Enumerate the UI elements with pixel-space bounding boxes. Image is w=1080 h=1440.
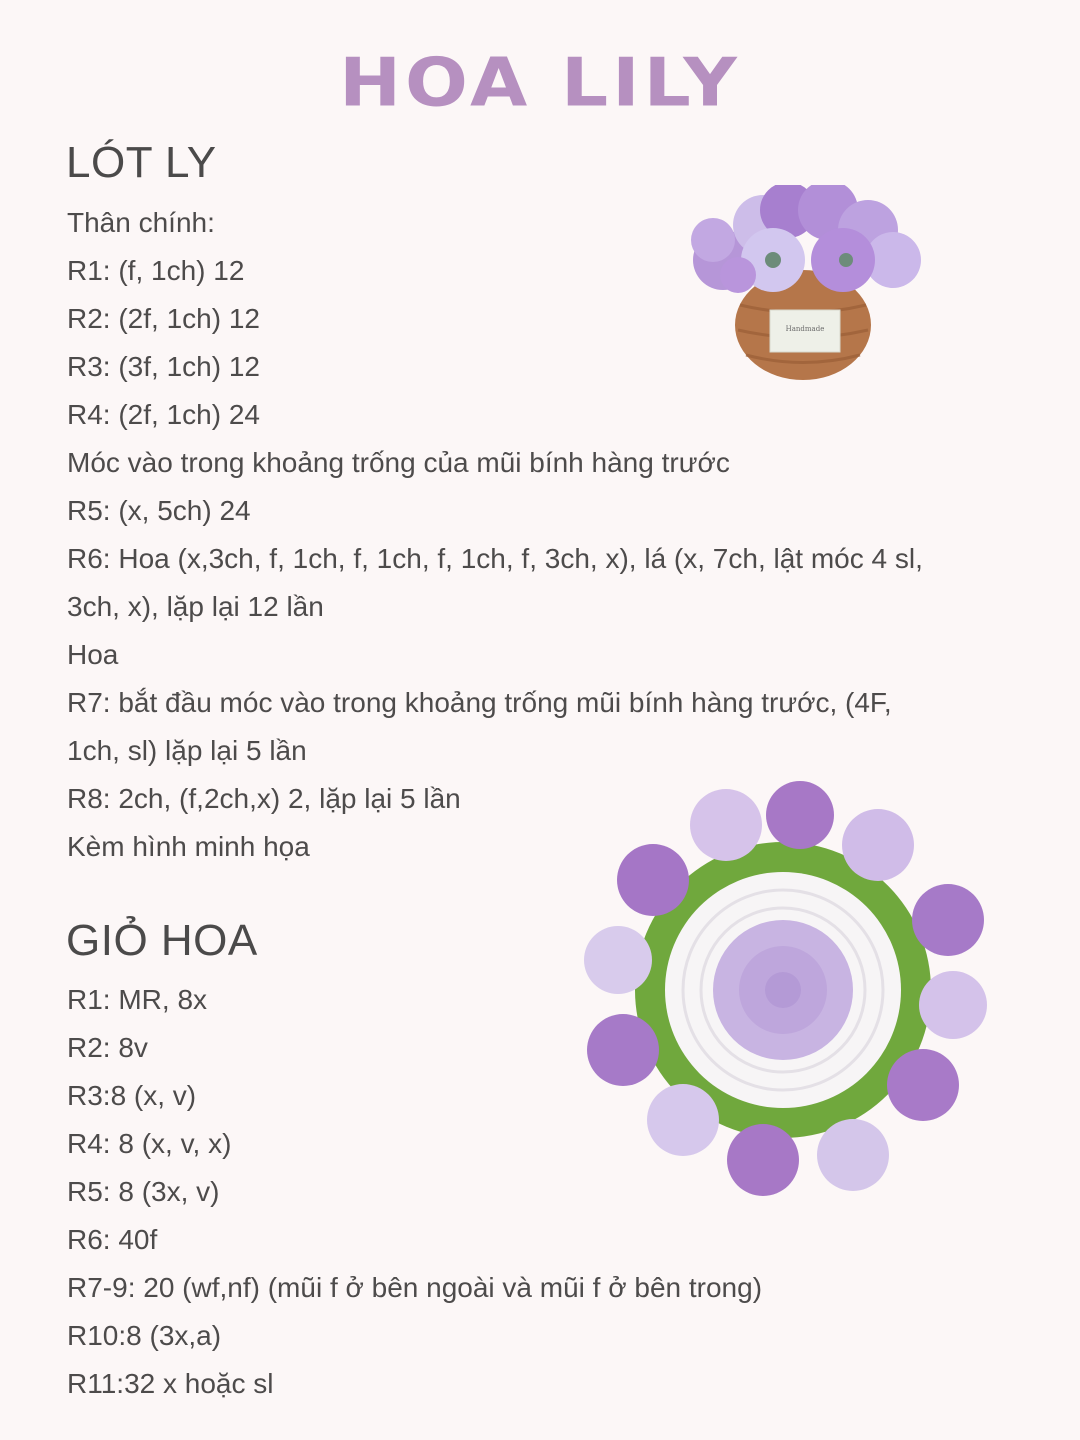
pattern-line: R8: 2ch, (f,2ch,x) 2, lặp lại 5 lần (67, 783, 461, 814)
pattern-line: R10:8 (3x,a) (67, 1320, 222, 1351)
pattern-line: R6: 40f (67, 1224, 158, 1255)
section-heading-gio-hoa: GIỎ HOA (66, 916, 258, 965)
pattern-line: R4: 8 (x, v, x) (67, 1128, 232, 1159)
pattern-line: R7: bắt đầu móc vào trong khoảng trống mũi bính hàng trước, (4F, (67, 687, 892, 718)
pattern-line: Kèm hình minh họa (67, 831, 310, 862)
pattern-line: R1: MR, 8x (67, 984, 208, 1015)
pattern-line: Móc vào trong khoảng trống của mũi bính hàng trước (67, 447, 730, 478)
pattern-line: 3ch, x), lặp lại 12 lần (67, 591, 324, 622)
page-title: HOA LILY (339, 44, 741, 122)
pattern-line: Hoa (67, 639, 119, 670)
basket-label-text: Handmade (785, 325, 825, 333)
pattern-line: R7-9: 20 (wf,nf) (mũi f ở bên ngoài và mũi f ở bên trong) (67, 1272, 763, 1303)
section-heading-lot-ly: LÓT LY (66, 138, 217, 187)
pattern-line: R5: (x, 5ch) 24 (67, 495, 251, 526)
flower-basket-photo (678, 185, 928, 385)
pattern-line: R2: 8v (67, 1032, 148, 1063)
pattern-line: R5: 8 (3x, v) (67, 1176, 220, 1207)
pattern-line: R2: (2f, 1ch) 12 (67, 303, 260, 334)
pattern-line: R4: (2f, 1ch) 24 (67, 399, 260, 430)
lily-coaster-photo (578, 780, 988, 1200)
pattern-line: R3: (3f, 1ch) 12 (67, 351, 260, 382)
pattern-line: 1ch, sl) lặp lại 5 lần (67, 735, 307, 766)
pattern-line: R1: (f, 1ch) 12 (67, 255, 245, 286)
pattern-line: Thân chính: (67, 207, 215, 238)
pattern-line: R11:32 x hoặc sl (67, 1368, 274, 1399)
pattern-line: R6: Hoa (x,3ch, f, 1ch, f, 1ch, f, 1ch, f, 3ch, x), lá (x, 7ch, lật móc 4 sl, (67, 543, 923, 574)
pattern-line: R3:8 (x, v) (67, 1080, 197, 1111)
